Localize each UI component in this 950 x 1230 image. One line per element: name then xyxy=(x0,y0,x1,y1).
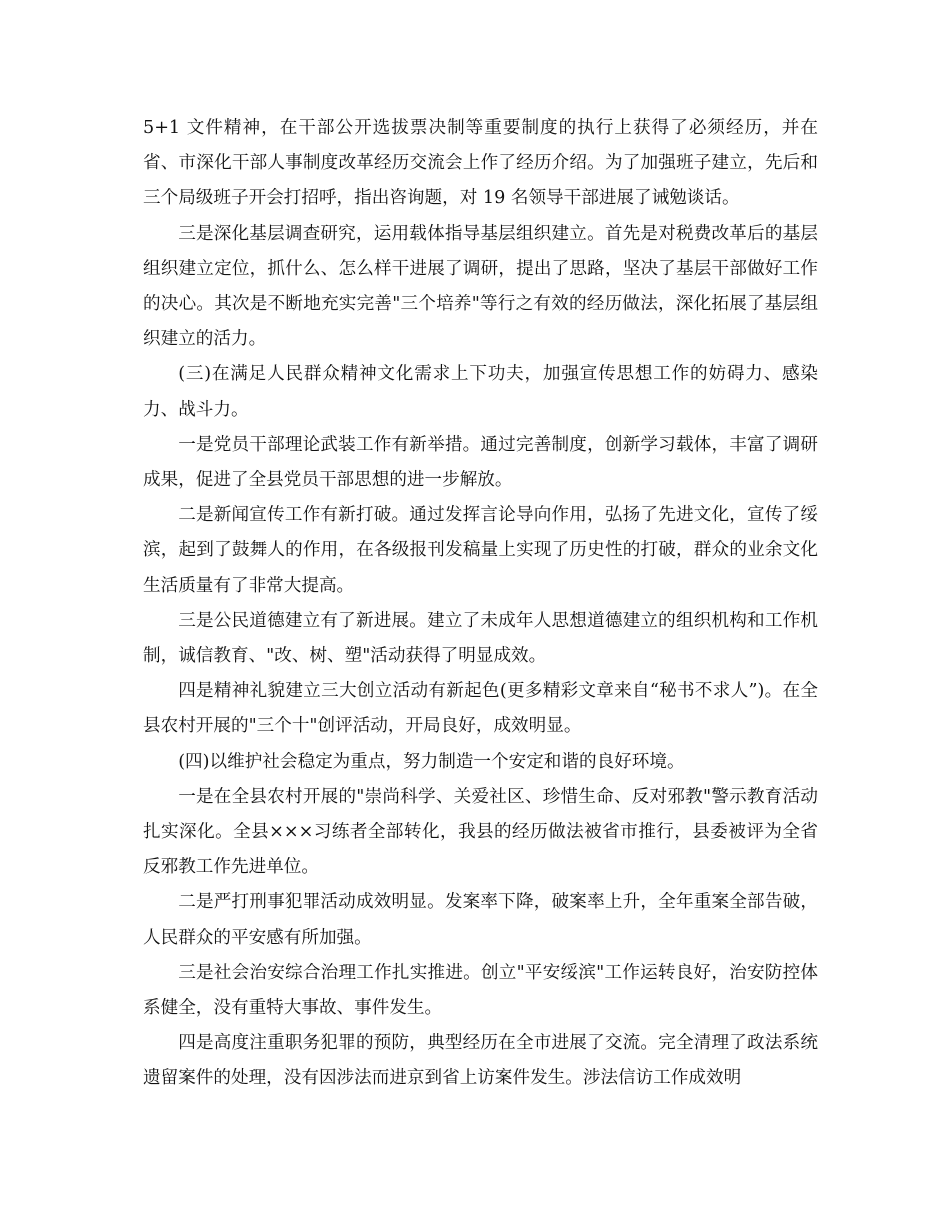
paragraph-continued: 5+1 文件精神，在干部公开选拔票决制等重要制度的执行上获得了必须经历，并在省、市深化干部人事制度改革经历交流会上作了经历介绍。为了加强班子建立，先后和三个局级班子开会打招呼，指出咨询题，对 19 名领导干部进展了诫勉谈话。 xyxy=(143,118,818,209)
paragraph: 三是深化基层调查研究，运用载体指导基层组织建立。首先是对税费改革后的基层组织建立定位，抓什么、怎么样干进展了调研，提出了思路，坚决了基层干部做好工作的决心。其次是不断地充实完善"三个培养"等行之有效的经历做法，深化拓展了基层组织建立的活力。 xyxy=(143,223,818,350)
section-heading: (四)以维护社会稳定为重点，努力制造一个安定和谐的良好环境。 xyxy=(178,751,685,772)
section-heading: (三)在满足人民群众精神文化需求上下功夫，加强宣传思想工作的妨碍力、感染力、战斗力。 xyxy=(143,364,818,420)
paragraph: 二是新闻宣传工作有新打破。通过发挥言论导向作用，弘扬了先进文化，宣传了绥滨，起到了鼓舞人的作用，在各级报刊发稿量上实现了历史性的打破，群众的业余文化生活质量有了非常大提高。 xyxy=(143,505,818,596)
paragraph: 四是精神礼貌建立三大创立活动有新起色(更多精彩文章来自“秘书不求人”)。在全县农村开展的"三个十"创评活动，开局良好，成效明显。 xyxy=(143,681,818,737)
paragraph: 二是严打刑事犯罪活动成效明显。发案率下降，破案率上升，全年重案全部告破，人民群众的平安感有所加强。 xyxy=(143,892,818,948)
paragraph: 一是党员干部理论武装工作有新举措。通过完善制度，创新学习载体，丰富了调研成果，促进了全县党员干部思想的进一步解放。 xyxy=(143,434,818,491)
paragraph: 三是社会治安综合治理工作扎实推进。创立"平安绥滨"工作运转良好，治安防控体系健全，没有重特大事故、事件发生。 xyxy=(143,962,818,1019)
paragraph: 一是在全县农村开展的"崇尚科学、关爱社区、珍惜生命、反对邪教"警示教育活动扎实深化。全县×××习练者全部转化，我县的经历做法被省市推行，县委被评为全省反邪教工作先进单位。 xyxy=(143,786,818,878)
document-body xyxy=(143,111,818,1097)
paragraph: 四是高度注重职务犯罪的预防，典型经历在全市进展了交流。完全清理了政法系统遗留案件的处理，没有因涉法而进京到省上访案件发生。涉法信访工作成效明 xyxy=(143,1033,818,1089)
paragraph: 三是公民道德建立有了新进展。建立了未成年人思想道德建立的组织机构和工作机制，诚信教育、"改、树、塑"活动获得了明显成效。 xyxy=(143,610,818,667)
